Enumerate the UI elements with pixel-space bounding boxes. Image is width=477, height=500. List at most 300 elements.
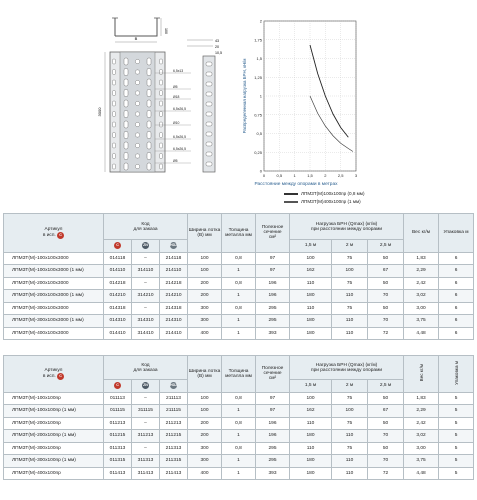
table-cell: 214110 <box>160 265 188 278</box>
table-row <box>4 265 474 278</box>
slot-hole <box>124 90 128 97</box>
table-cell: – <box>132 442 160 455</box>
table-cell: 100 <box>290 392 332 405</box>
table-cell: 0,8 <box>222 252 256 265</box>
hole-callout-label: Ø18 <box>173 95 180 99</box>
table-cell: 6 <box>439 290 474 303</box>
col-width: Ширина лотка (В) мм <box>188 356 222 393</box>
col-section: Полезное сечение см² <box>256 214 290 253</box>
table-cell: 75 <box>332 277 368 290</box>
side-slot <box>113 91 116 96</box>
article-cell: ЛПМЗТ(М)-200х100х3000 (1 мм) <box>4 290 104 303</box>
side-slot <box>160 91 163 96</box>
slot-hole <box>147 153 151 160</box>
table-cell: 196 <box>256 430 290 443</box>
table-cell: 2,42 <box>404 277 439 290</box>
side-view-slot <box>206 102 212 106</box>
legend-item <box>284 198 365 206</box>
table-cell: 50 <box>368 302 404 315</box>
side-slot <box>113 70 116 75</box>
table-cell: 110 <box>332 315 368 328</box>
table-row <box>4 467 474 480</box>
table-cell: 0,8 <box>222 392 256 405</box>
slot-hole <box>147 132 151 139</box>
slot-hole <box>147 163 151 170</box>
spec-table-perforated <box>3 355 474 480</box>
side-view-slot <box>206 122 212 126</box>
y-tick-label: 2 <box>259 18 262 24</box>
side-slot <box>113 112 116 117</box>
col-width: Ширина лотка (В) мм <box>188 214 222 253</box>
side-slot <box>160 133 163 138</box>
table-cell: 5 <box>439 455 474 468</box>
side-view-slot <box>206 112 212 116</box>
col-load-15: 1,5 м <box>290 240 332 253</box>
table-cell: 1,83 <box>404 392 439 405</box>
table-cell: 011115 <box>104 405 132 418</box>
y-tick-label: 1,25 <box>254 74 262 80</box>
table-cell: 2,29 <box>404 265 439 278</box>
hole-callout-label: 6,5x13 <box>173 69 184 73</box>
table-cell: 97 <box>256 252 290 265</box>
table-cell: 3,75 <box>404 315 439 328</box>
table-cell: 50 <box>368 442 404 455</box>
x-tick-label: 0 <box>262 173 266 178</box>
table-cell: 100 <box>188 392 222 405</box>
table-cell: 100 <box>332 265 368 278</box>
table-cell: 75 <box>332 392 368 405</box>
table-cell: 3,02 <box>404 430 439 443</box>
table-cell: 75 <box>332 252 368 265</box>
table-cell: 75 <box>332 302 368 315</box>
table-cell: 011315 <box>104 455 132 468</box>
table-cell: 393 <box>256 327 290 340</box>
table-cell: 100 <box>188 405 222 418</box>
legend-label: ЛПМЗТ(М)400х100пр (1 мм) <box>301 199 361 204</box>
x-tick-label: 2 <box>324 173 327 178</box>
table-cell: 295 <box>256 302 290 315</box>
table-cell: 0,8 <box>222 442 256 455</box>
table-row <box>4 327 474 340</box>
side-slot <box>160 143 163 148</box>
side-view-slot <box>206 82 212 86</box>
table-cell: 200 <box>188 417 222 430</box>
table-cell: 011215 <box>104 430 132 443</box>
dim-b-label: B <box>134 36 138 41</box>
table-cell: 3,00 <box>404 442 439 455</box>
slot-hole <box>147 142 151 149</box>
table-cell: 200 <box>188 430 222 443</box>
side-slot <box>113 164 116 169</box>
article-cell: ЛПМЗТ(М)-400х100пр <box>4 467 104 480</box>
dim-43-label: 43 <box>215 39 219 43</box>
legend-swatch <box>284 201 298 202</box>
table-cell: 72 <box>368 467 404 480</box>
col-pack: Упаковка м <box>439 356 474 393</box>
table-cell: 50 <box>368 277 404 290</box>
y-tick-label: 0,75 <box>254 112 262 118</box>
side-view-slot <box>206 62 212 66</box>
slot-hole <box>147 90 151 97</box>
y-tick-label: 1 <box>259 93 262 99</box>
slot-hole <box>124 142 128 149</box>
round-hole <box>135 154 139 158</box>
slot-hole <box>124 153 128 160</box>
table-cell: 110 <box>332 290 368 303</box>
hole-callout-label: 6,5x26,5 <box>173 147 187 151</box>
dim-105-label: 10,5 <box>215 51 222 55</box>
slot-hole <box>147 58 151 65</box>
col-article: Артикул в исп. С <box>4 356 104 393</box>
side-slot <box>160 80 163 85</box>
table-cell: 1 <box>222 467 256 480</box>
table-cell: 311115 <box>132 405 160 418</box>
x-tick-label: 1,5 <box>307 173 313 178</box>
table-cell: 162 <box>290 265 332 278</box>
table-cell: 214218 <box>160 277 188 290</box>
table-cell: 6 <box>439 252 474 265</box>
dim-100-label: 100 <box>164 28 168 34</box>
side-slot <box>160 70 163 75</box>
slot-hole <box>124 111 128 118</box>
legend-swatch <box>284 193 298 194</box>
table-cell: 211115 <box>160 405 188 418</box>
article-cell: ЛПМЗТ(М)-100х100х3000 <box>4 252 104 265</box>
table-cell: 311313 <box>132 455 160 468</box>
table-cell: 100 <box>332 405 368 418</box>
side-slot <box>160 122 163 127</box>
y-tick-label: 1,75 <box>254 37 262 43</box>
coating-hdz-header: HDZ <box>160 380 188 393</box>
table-cell: 100 <box>188 252 222 265</box>
table-cell: 196 <box>256 417 290 430</box>
side-view-slot <box>206 132 212 136</box>
table-cell: 214310 <box>160 315 188 328</box>
col-thickness: Толщина металла мм <box>222 214 256 253</box>
hole-callout-label: 6,5x26,5 <box>173 135 187 139</box>
tray-technical-drawing <box>95 12 235 177</box>
article-cell: ЛПМЗТ(М)-200х100х3000 <box>4 277 104 290</box>
x-tick-label: 0,5 <box>276 173 283 178</box>
table-cell: 014310 <box>104 315 132 328</box>
table-cell: 196 <box>256 290 290 303</box>
table-cell: 5 <box>439 417 474 430</box>
table-row <box>4 405 474 418</box>
table-cell: 6 <box>439 277 474 290</box>
table-row <box>4 277 474 290</box>
side-view-slot <box>206 142 212 146</box>
table-cell: 314410 <box>132 327 160 340</box>
side-slot <box>113 122 116 127</box>
col-thickness: Толщина металла мм <box>222 356 256 393</box>
side-view-slot <box>206 92 212 96</box>
slot-hole <box>124 132 128 139</box>
table-cell: 211213 <box>160 417 188 430</box>
hole-callout-label: 6,5x26,5 <box>173 107 187 111</box>
table-cell: 50 <box>368 392 404 405</box>
table-cell: 3,00 <box>404 302 439 315</box>
slot-hole <box>147 121 151 128</box>
table-cell: 211313 <box>160 442 188 455</box>
table-cell: 211413 <box>160 467 188 480</box>
round-hole <box>135 59 139 63</box>
table-cell: 70 <box>368 315 404 328</box>
y-axis-label: Распределенная нагрузка БРН, кН/м <box>242 58 247 134</box>
coating-c-header: С <box>104 380 132 393</box>
article-cell: ЛПМЗТ(М)-200х100пр (1 мм) <box>4 430 104 443</box>
table-cell: 014110 <box>104 265 132 278</box>
table-row <box>4 290 474 303</box>
table-cell: 50 <box>368 252 404 265</box>
table-cell: 180 <box>290 290 332 303</box>
side-slot <box>113 101 116 106</box>
table-cell: 393 <box>256 467 290 480</box>
table-cell: 214210 <box>160 290 188 303</box>
table-cell: – <box>132 417 160 430</box>
table-cell: 400 <box>188 327 222 340</box>
coating-zn-header: ZN <box>132 380 160 393</box>
table-cell: 1,83 <box>404 252 439 265</box>
side-view-slot <box>206 162 212 166</box>
table-cell: 4,48 <box>404 327 439 340</box>
table-cell: 67 <box>368 265 404 278</box>
table-cell: 0,8 <box>222 417 256 430</box>
table-cell: 1 <box>222 430 256 443</box>
side-slot <box>160 101 163 106</box>
table-cell: 110 <box>290 302 332 315</box>
table-cell: 014218 <box>104 277 132 290</box>
table-cell: 014118 <box>104 252 132 265</box>
table-cell: 011413 <box>104 467 132 480</box>
coating-hdz-header: HDZ <box>160 240 188 253</box>
table-cell: 1 <box>222 455 256 468</box>
table-cell: 014318 <box>104 302 132 315</box>
dim-3000-label: 3000 <box>97 107 102 117</box>
table-cell: 180 <box>290 327 332 340</box>
y-tick-label: 0 <box>259 168 262 174</box>
slot-hole <box>124 58 128 65</box>
table-cell: 50 <box>368 417 404 430</box>
col-load-15: 1,5 м <box>290 380 332 393</box>
table-cell: 314110 <box>132 265 160 278</box>
coating-zn-header: ZN <box>132 240 160 253</box>
col-weight: Вес кг/м <box>404 356 439 393</box>
col-load-25: 2,5 м <box>368 380 404 393</box>
table-cell: 314210 <box>132 290 160 303</box>
slot-hole <box>147 79 151 86</box>
table-cell: 4,48 <box>404 467 439 480</box>
table-cell: 6 <box>439 265 474 278</box>
col-code: Код для заказа <box>104 214 188 240</box>
table-cell: 300 <box>188 302 222 315</box>
side-slot <box>113 59 116 64</box>
col-load-2: 2 м <box>332 240 368 253</box>
col-pack: Упаковка м <box>439 214 474 253</box>
legend-label: ЛПМЗТ(М)100х100пр (0,8 мм) <box>301 191 365 196</box>
table-cell: 011213 <box>104 417 132 430</box>
table-cell: 214318 <box>160 302 188 315</box>
table-cell: 97 <box>256 405 290 418</box>
round-hole <box>135 80 139 84</box>
table-cell: 70 <box>368 290 404 303</box>
side-slot <box>113 80 116 85</box>
side-view-slot <box>206 72 212 76</box>
table-cell: 011313 <box>104 442 132 455</box>
slot-hole <box>124 69 128 76</box>
table-cell: 70 <box>368 455 404 468</box>
table-cell: – <box>132 277 160 290</box>
side-slot <box>160 59 163 64</box>
table-cell: 110 <box>290 417 332 430</box>
side-slot <box>160 154 163 159</box>
spec-table-straight <box>3 213 474 340</box>
slot-hole <box>124 121 128 128</box>
table-cell: 5 <box>439 405 474 418</box>
hole-callout-label: Ø5 <box>173 85 178 89</box>
y-tick-label: 1,5 <box>256 56 262 61</box>
round-hole <box>135 101 139 105</box>
table-cell: 110 <box>332 455 368 468</box>
table-cell: 180 <box>290 430 332 443</box>
table-cell: 0,8 <box>222 277 256 290</box>
table-cell: 162 <box>290 405 332 418</box>
y-tick-label: 0,25 <box>254 149 262 155</box>
side-slot <box>113 154 116 159</box>
table-cell: 295 <box>256 455 290 468</box>
table-cell: 300 <box>188 315 222 328</box>
round-hole <box>135 112 139 116</box>
table-cell: 300 <box>188 455 222 468</box>
side-slot <box>113 143 116 148</box>
table-cell: 014210 <box>104 290 132 303</box>
table-cell: 5 <box>439 430 474 443</box>
table-cell: 211315 <box>160 455 188 468</box>
table-cell: 110 <box>332 327 368 340</box>
x-tick-label: 2,5 <box>337 173 344 178</box>
table-cell: 5 <box>439 442 474 455</box>
chart-legend <box>284 190 365 206</box>
table-cell: 011113 <box>104 392 132 405</box>
table-cell: 72 <box>368 327 404 340</box>
table-cell: 295 <box>256 442 290 455</box>
table-cell: 3,02 <box>404 290 439 303</box>
article-cell: ЛПМЗТ(М)-100х100пр <box>4 392 104 405</box>
slot-hole <box>124 100 128 107</box>
table-cell: 314310 <box>132 315 160 328</box>
table-cell: – <box>132 252 160 265</box>
col-weight: Вес кг/м <box>404 214 439 253</box>
table-cell: 75 <box>332 417 368 430</box>
article-cell: ЛПМЗТ(М)-100х100пр (1 мм) <box>4 405 104 418</box>
table-cell: 5 <box>439 467 474 480</box>
table-row <box>4 455 474 468</box>
table-row <box>4 417 474 430</box>
side-view-slot <box>206 152 212 156</box>
x-tick-label: 1 <box>293 173 296 178</box>
table-cell: 0,8 <box>222 302 256 315</box>
load-chart <box>236 15 366 205</box>
article-cell: ЛПМЗТ(М)-400х100х3000 <box>4 327 104 340</box>
side-slot <box>160 112 163 117</box>
round-hole <box>135 143 139 147</box>
table-cell: 2,29 <box>404 405 439 418</box>
table-cell: 295 <box>256 315 290 328</box>
slot-hole <box>147 69 151 76</box>
table-cell: 400 <box>188 467 222 480</box>
round-hole <box>135 164 139 168</box>
table-cell: 1 <box>222 290 256 303</box>
table-cell: 211215 <box>160 430 188 443</box>
table-cell: 67 <box>368 405 404 418</box>
table-cell: 311413 <box>132 467 160 480</box>
article-cell: ЛПМЗТ(М)-300х100пр (1 мм) <box>4 455 104 468</box>
table-cell: 180 <box>290 315 332 328</box>
article-cell: ЛПМЗТ(М)-200х100пр <box>4 417 104 430</box>
col-code: Код для заказа <box>104 356 188 380</box>
slot-hole <box>147 111 151 118</box>
article-cell: ЛПМЗТ(М)-300х100пр <box>4 442 104 455</box>
col-load-25: 2,5 м <box>368 240 404 253</box>
table-cell: 200 <box>188 290 222 303</box>
side-slot <box>113 133 116 138</box>
table-cell: 70 <box>368 430 404 443</box>
table-cell: 211113 <box>160 392 188 405</box>
table-cell: 97 <box>256 392 290 405</box>
table-cell: 300 <box>188 442 222 455</box>
table-cell: 110 <box>332 430 368 443</box>
table-row <box>4 392 474 405</box>
slot-hole <box>124 79 128 86</box>
table-row <box>4 442 474 455</box>
dim-20-label: 20 <box>215 45 219 49</box>
table-cell: 5 <box>439 392 474 405</box>
slot-hole <box>147 100 151 107</box>
table-row <box>4 252 474 265</box>
slot-hole <box>124 163 128 170</box>
round-hole <box>135 122 139 126</box>
table-cell: – <box>132 302 160 315</box>
table-cell: 180 <box>290 455 332 468</box>
table-cell: 1 <box>222 405 256 418</box>
table-cell: 1 <box>222 265 256 278</box>
round-hole <box>135 70 139 74</box>
table-cell: 100 <box>188 265 222 278</box>
side-slot <box>160 164 163 169</box>
table-cell: 311213 <box>132 430 160 443</box>
table-cell: 75 <box>332 442 368 455</box>
table-cell: 014410 <box>104 327 132 340</box>
table-cell: 1 <box>222 315 256 328</box>
table-cell: – <box>132 392 160 405</box>
x-axis-label: Расстояние между опорами в метрах <box>254 182 338 187</box>
table-cell: 3,75 <box>404 455 439 468</box>
article-cell: ЛПМЗТ(М)-300х100х3000 (1 мм) <box>4 315 104 328</box>
table-cell: 1 <box>222 327 256 340</box>
table-cell: 100 <box>290 252 332 265</box>
table-cell: 97 <box>256 265 290 278</box>
col-article: Артикул в исп. С <box>4 214 104 253</box>
table-cell: 214410 <box>160 327 188 340</box>
table-cell: 110 <box>290 442 332 455</box>
table-cell: 180 <box>290 467 332 480</box>
table-cell: 6 <box>439 327 474 340</box>
hole-callout-label: Ø10 <box>173 121 180 125</box>
legend-item <box>284 190 365 198</box>
article-cell: ЛПМЗТ(М)-300х100х3000 <box>4 302 104 315</box>
coating-icon: С <box>57 232 64 239</box>
round-hole <box>135 91 139 95</box>
coating-c-header: С <box>104 240 132 253</box>
